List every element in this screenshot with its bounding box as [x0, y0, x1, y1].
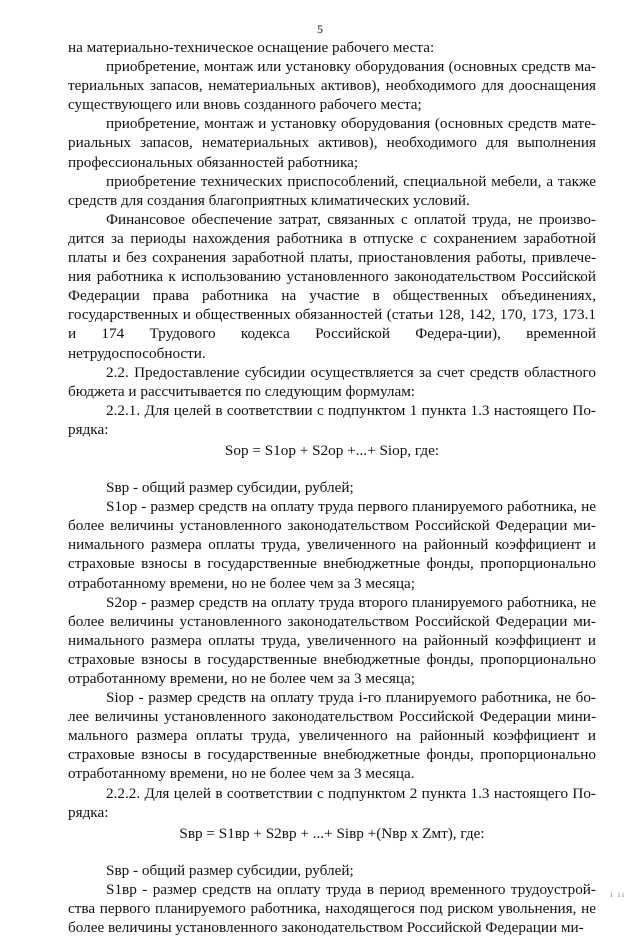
paragraph: Sвр - общий размер субсидии, рублей; [106, 861, 354, 879]
paragraph: Siop - размер средств на оплату труда i-го планируемого работника, не бо-лее величины установленного законодательством Российской Федерации мини-мального размера оплаты труда, увеличенного на районный коэффициент и страховые взносы в государственные внебюджетные фонды, пропорционально отработанному времени, но не более чем за 3 месяца. [68, 689, 596, 783]
paragraph: 2.2.1. Для целей в соответствии с подпунктом 1 пункта 1.3 настоящего По-рядка: [68, 401, 596, 438]
paragraph: приобретение, монтаж и установку оборудования (основных средств мате-риальных запасов, нематериальных активов), необходимого для выполнения профессиональных обязанностей работника; [68, 115, 596, 171]
formula-line: Sвр = S1вр + S2вр + ...+ Siвр +(Nвр х Zмт), где: [179, 824, 485, 842]
paragraph: приобретение, монтаж или установку оборудования (основных средств ма-териальных запасов, нематериальных активов), необходимого для дооснащения существующего или вновь созданного рабочего места; [68, 58, 596, 114]
paragraph: S1вр - размер средств на оплату труда в период временного трудоустрой-ства первого планируемого работника, находящегося под риском увольнения, не более величины установленного законодательством Российской Федерации ми- [68, 880, 596, 937]
page-number: 5 [317, 22, 323, 36]
paragraph-gap [68, 843, 596, 861]
paragraph-gap [68, 460, 596, 478]
paragraph: 2.2.2. Для целей в соответствии с подпунктом 2 пункта 1.3 настоящего По-рядка: [68, 784, 596, 821]
paragraph: на материально-техническое оснащение рабочего места: [68, 39, 435, 56]
paragraph: 2.2. Предоставление субсидии осуществляется за счет средств областного бюджета и рассчитывается по следующим формулам: [68, 363, 596, 400]
document-body [68, 38, 596, 937]
footer-mark: i ii [610, 891, 626, 899]
paragraph: Финансовое обеспечение затрат, связанных с оплатой труда, не произво-дится за периоды нахождения работника в отпуске с сохранением заработной платы и без сохранения заработной платы, приостановления работы, привлече-ния работника к использованию установленного законодательством Российской Федерации права работника на участие в общественных объединениях, государственных и общественных обязанностей (статьи 128, 142, 170, 173, 173.1 и 174 Трудового кодекса Российской Федера-ции), временной нетрудоспособности. [68, 210, 596, 362]
paragraph: S2ор - размер средств на оплату труда второго планируемого работника, не более величины установленного законодательством Российской Федерации ми-нимального размера оплаты труда, увеличенного на районный коэффициент и страховые взносы в государственные внебюджетные фонды, пропорционально отработанному времени, но не более чем за 3 месяца; [68, 593, 596, 687]
paragraph: приобретение технических приспособлений, специальной мебели, а также средств для создания благоприятных климатических условий. [68, 172, 596, 209]
paragraph: Sвр - общий размер субсидии, рублей; [106, 479, 354, 497]
formula-line: Sор = S1ор + S2ор +...+ Siop, где: [224, 441, 440, 459]
paragraph: S1ор - размер средств на оплату труда первого планируемого работника, не более величины установленного законодательством Российской Федерации ми-нимального размера оплаты труда, увеличенного на районный коэффициент и страховые взносы в государственные внебюджетные фонды, пропорционально отработанному времени, но не более чем за 3 месяца; [68, 498, 596, 592]
